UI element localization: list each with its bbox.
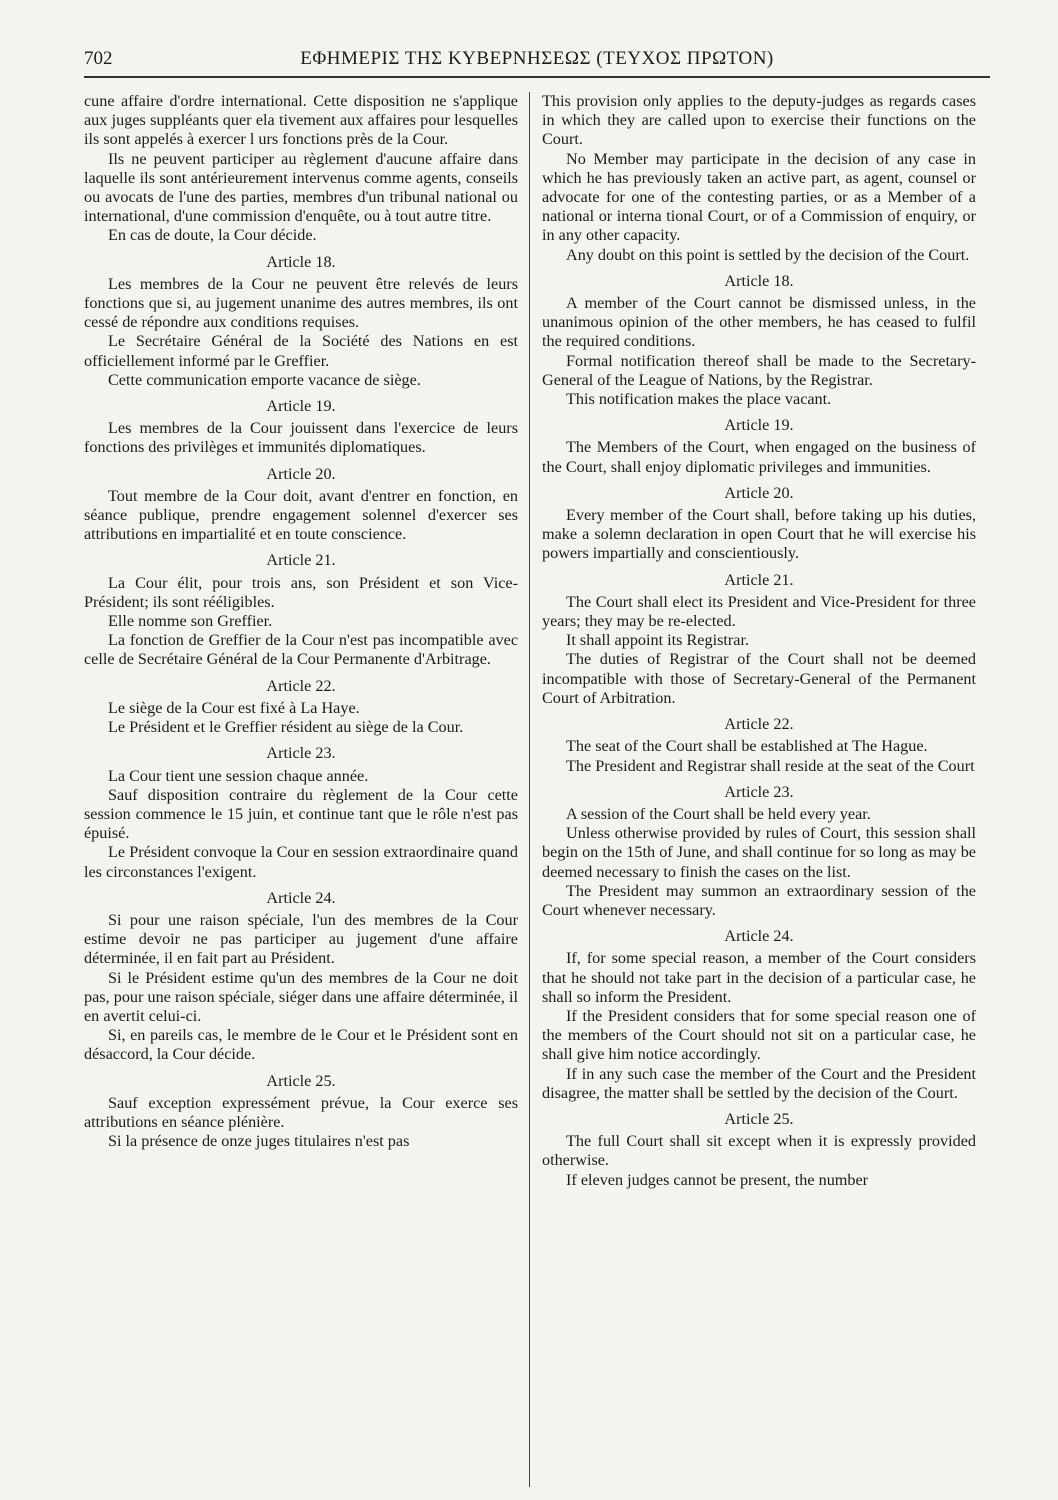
paragraph: Every member of the Court shall, before taking up his duties, make a solemn declaration in open Court that he will exercise his powers impartially and conscientiously. (542, 506, 976, 563)
paragraph: Sauf exception expressément prévue, la Cour exerce ses attributions en séance plénière. (84, 1093, 518, 1131)
article-heading: Article 21. (266, 551, 336, 570)
article-heading: Article 25. (724, 1109, 794, 1128)
paragraph: Formal notification thereof shall be made to the Secretary-General of the League of Nations, by the Registrar. (542, 351, 976, 389)
article-heading: Article 22. (266, 676, 336, 695)
paragraph: Cette communication emporte vacance de siège. (108, 370, 421, 389)
paragraph: If the President considers that for some special reason one of the members of the Court should not sit on a particular case, he shall give him notice accordingly. (542, 1006, 976, 1064)
article-heading: Article 25. (266, 1071, 336, 1090)
paragraph: A member of the Court cannot be dismissed unless, in the unanimous opinion of the other members, he has ceased to fulfil the required conditions. (542, 294, 976, 351)
paragraph: The President and Registrar shall reside at the seat of the Court (566, 756, 975, 775)
paragraph: If in any such case the member of the Court and the President disagree, the matter shall be settled by the decision of the Court. (542, 1064, 976, 1102)
paragraph: The Court shall elect its President and Vice-President for three years; they may be re-elected. (542, 592, 976, 631)
paragraph: No Member may participate in the decision of any case in which he has previously taken an active part, as agent, counsel or advocate for one of the contesting parties, or as a Member of a national or interna tional Court, or of a Commission of enquiry, or in any other capacity. (542, 149, 976, 245)
article-heading: Article 18. (266, 252, 336, 271)
article-heading: Article 18. (724, 271, 794, 290)
paragraph: Si pour une raison spéciale, l'un des membres de la Cour estime devoir ne pas participer au jugement d'une affaire déterminée, il en fait part au Président. (84, 910, 518, 968)
paragraph: Si la présence de onze juges titulaires n'est pas (108, 1132, 410, 1151)
paragraph: Les membres de la Cour ne peuvent être relevés de leurs fonctions que si, au jugement unanime des autres membres, ils ont cessé de répondre aux conditions requises. (84, 274, 518, 332)
paragraph: Unless otherwise provided by rules of Court, this session shall begin on the 15th of June, and shall continue for so long as may be deemed necessary to finish the cases on the list. (542, 824, 976, 881)
paragraph: The full Court shall sit except when it is expressly provided otherwise. (542, 1132, 976, 1170)
paragraph: This provision only applies to the deputy-judges as regards cases in which they are called upon to exercise their functions on the Court. (542, 92, 976, 149)
page-number: 702 (84, 48, 113, 69)
paragraph: Le siège de la Cour est fixé à La Haye. (108, 698, 360, 717)
paragraph: La Cour tient une session chaque année. (108, 766, 369, 785)
paragraph: A session of the Court shall be held every year. (566, 804, 871, 823)
two-column-body (84, 92, 990, 1487)
article-heading: Article 24. (724, 927, 794, 946)
paragraph: Si le Président estime qu'un des membres de la Cour ne doit pas, pour une raison spéciale, siéger dans une affaire déterminée, il en avertit celui-ci. (84, 968, 518, 1025)
gazette-title: ΕΦΗΜΕΡΙΣ ΤΗΣ ΚΥΒΕΡΝΗΣΕΩΣ (ΤΕΥΧΟΣ ΠΡΩΤΟΝ) (300, 48, 774, 69)
article-heading: Article 22. (724, 715, 794, 734)
paragraph: Ils ne peuvent participer au règlement d'aucune affaire dans laquelle ils sont antérieurement intervenus comme agents, conseils ou avocats de l'une des parties, membres d'un tribunal national ou international, d'une commission d'enquête, ou à tout autre titre. (84, 149, 518, 226)
paragraph: Si, en pareils cas, le membre de le Cour et le Président sont en désaccord, la Cour décide. (84, 1026, 518, 1064)
paragraph: Tout membre de la Cour doit, avant d'entrer en fonction, en séance publique, prendre engagement solennel d'exercer ses attributions en impartialité et en toute conscience. (84, 486, 518, 544)
paragraph: En cas de doute, la Cour décide. (108, 226, 317, 245)
paragraph: This notification makes the place vacant. (566, 390, 832, 409)
paragraph: Le Président et le Greffier résident au siège de la Cour. (108, 718, 464, 737)
article-heading: Article 24. (266, 888, 336, 907)
paragraph: La fonction de Greffier de la Cour n'est pas incompatible avec celle de Secrétaire Général de la Cour Permanente d'Arbitrage. (84, 631, 518, 669)
paragraph: Any doubt on this point is settled by the decision of the Court. (566, 245, 970, 264)
article-heading: Article 21. (724, 570, 794, 589)
article-heading: Article 20. (724, 483, 794, 502)
article-heading: Article 23. (266, 744, 336, 763)
paragraph: The duties of Registrar of the Court shall not be deemed incompatible with those of Secretary-General of the Permanent Court of Arbitration. (542, 650, 976, 707)
paragraph: The seat of the Court shall be established at The Hague. (566, 737, 928, 756)
paragraph: Sauf disposition contraire du règlement de la Cour cette session commence le 15 juin, et continue tant que le rôle n'est pas épuisé. (84, 785, 518, 843)
paragraph: cune affaire d'ordre international. Cette disposition ne s'applique aux juges suppléants quer ela tivement aux affaires pour lesquelles ils sont appelés à exercer l urs fonctions près de la Cour. (84, 92, 518, 149)
french-column (84, 92, 518, 1487)
paragraph: The Members of the Court, when engaged on the business of the Court, shall enjoy diplomatic privileges and immunities. (542, 438, 976, 476)
paragraph: La Cour élit, pour trois ans, son Président et son Vice-Président; ils sont rééligibles. (84, 573, 518, 611)
paragraph: Le Président convoque la Cour en session extraordinaire quand les circonstances l'exigent. (84, 843, 518, 881)
article-heading: Article 19. (266, 397, 336, 416)
paragraph: If, for some special reason, a member of the Court considers that he should not take part in the decision of a particular case, he shall so inform the President. (542, 949, 976, 1006)
column-divider (529, 92, 530, 1487)
paragraph: It shall appoint its Registrar. (566, 631, 749, 650)
article-heading: Article 20. (266, 464, 336, 483)
paragraph: Elle nomme son Greffier. (108, 612, 273, 631)
page-header (84, 46, 990, 78)
paragraph: The President may summon an extraordinary session of the Court whenever necessary. (542, 881, 976, 919)
paragraph: Le Secrétaire Général de la Société des Nations en est officiellement informé par le Greffier. (84, 332, 518, 370)
english-column (542, 92, 976, 1487)
paragraph: Les membres de la Cour jouissent dans l'exercice de leurs fonctions des privilèges et immunités diplomatiques. (84, 419, 518, 457)
article-heading: Article 23. (724, 782, 794, 801)
article-heading: Article 19. (724, 416, 794, 435)
paragraph: If eleven judges cannot be present, the number (566, 1170, 869, 1189)
